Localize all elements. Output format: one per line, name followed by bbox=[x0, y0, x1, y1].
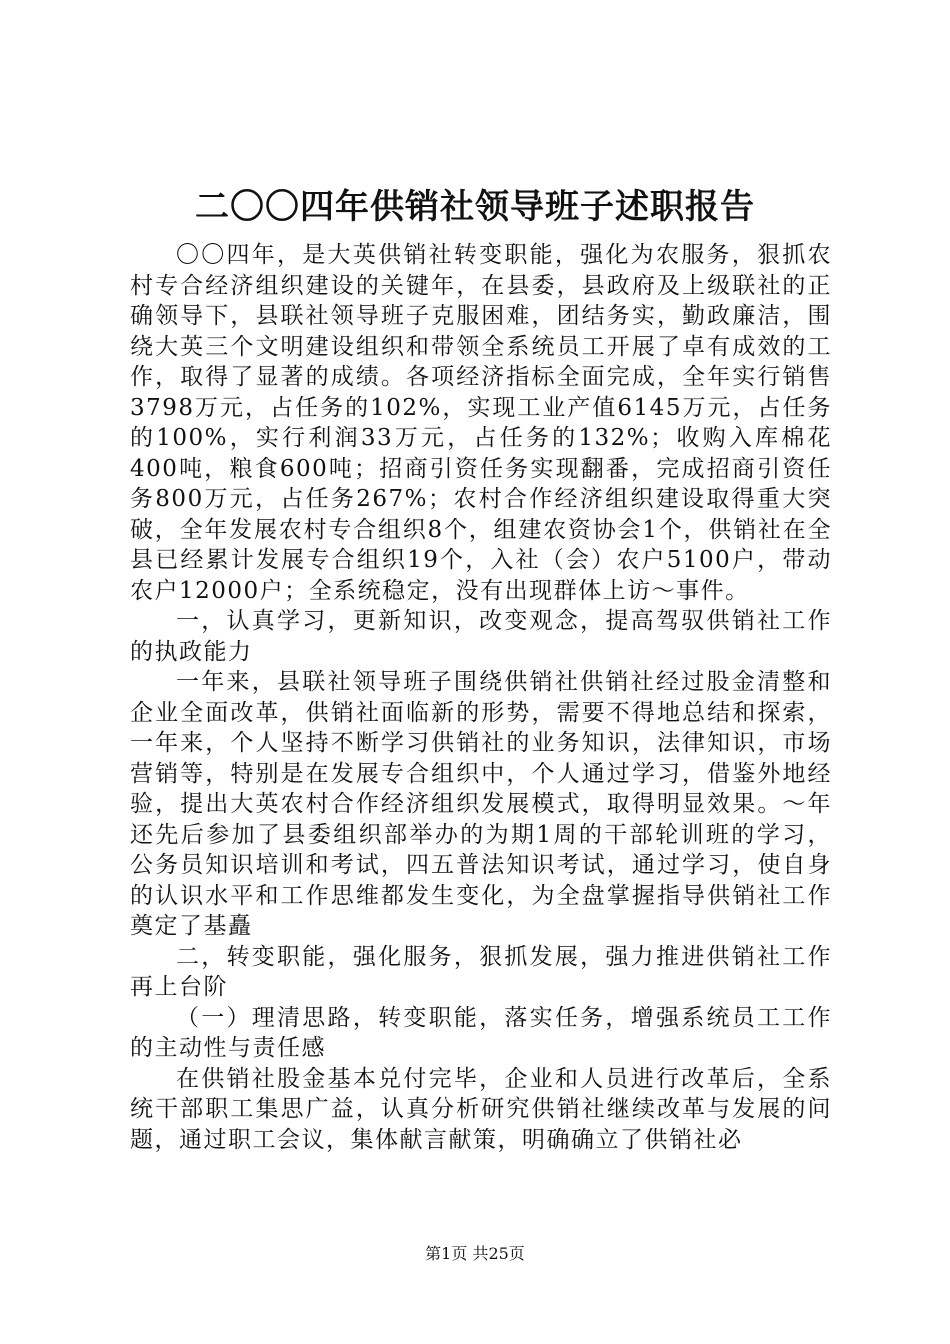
page-footer: 第1页 共25页 bbox=[425, 1244, 525, 1263]
paragraph-section-1-heading: 一，认真学习，更新知识，改变观念，提高驾驭供销社工作的执政能力 bbox=[130, 608, 832, 665]
paragraph-subsection-1-body: 在供销社股金基本兑付完毕，企业和人员进行改革后，全系统干部职工集思广益，认真分析研究供销社继续改革与发展的问题，通过职工会议，集体献言献策，明确确立了供销社必 bbox=[130, 1065, 832, 1153]
paragraph-intro: 〇〇四年，是大英供销社转变职能，强化为农服务，狠抓农村专合经济组织建设的关键年，在县委，县政府及上级联社的正确领导下，县联社领导班子克服困难，团结务实，勤政廉洁，围绕大英三个文明建设组织和带领全系统员工开展了卓有成效的工作，取得了显著的成绩。各项经济指标全面完成，全年实行销售3798万元，占任务的102%，实现工业产值6145万元，占任务的100%，实行利润33万元，占任务的132%；收购入库棉花400吨，粮食600吨；招商引资任务实现翻番，完成招商引资任务800万元，占任务267%；农村合作经济组织建设取得重大突破，全年发展农村专合组织8个，组建农资协会1个，供销社在全县已经累计发展专合组织19个，入社（会）农户5100户，带动农户12000户；全系统稳定，没有出现群体上访～事件。 bbox=[130, 242, 832, 604]
paragraph-subsection-1-heading: （一）理清思路，转变职能，落实任务，增强系统员工工作的主动性与责任感 bbox=[130, 1004, 832, 1061]
document-title: 二〇〇四年供销社领导班子述职报告 bbox=[195, 187, 755, 227]
document-body bbox=[130, 240, 832, 1155]
paragraph-section-1-body: 一年来，县联社领导班子围绕供销社供销社经过股金清整和企业全面改革，供销社面临新的形势，需要不得地总结和探索，一年来，个人坚持不断学习供销社的业务知识，法律知识，市场营销等，特别是在发展专合组织中，个人通过学习，借鉴外地经验，提出大英农村合作经济组织发展模式，取得明显效果。～年还先后参加了县委组织部举办的为期1周的干部轮训班的学习，公务员知识培训和考试，四五普法知识考试，通过学习，使自身的认识水平和工作思维都发生变化，为全盘掌握指导供销社工作奠定了基矗 bbox=[130, 669, 832, 939]
paragraph-section-2-heading: 二，转变职能，强化服务，狠抓发展，强力推进供销社工作再上台阶 bbox=[130, 943, 832, 1000]
